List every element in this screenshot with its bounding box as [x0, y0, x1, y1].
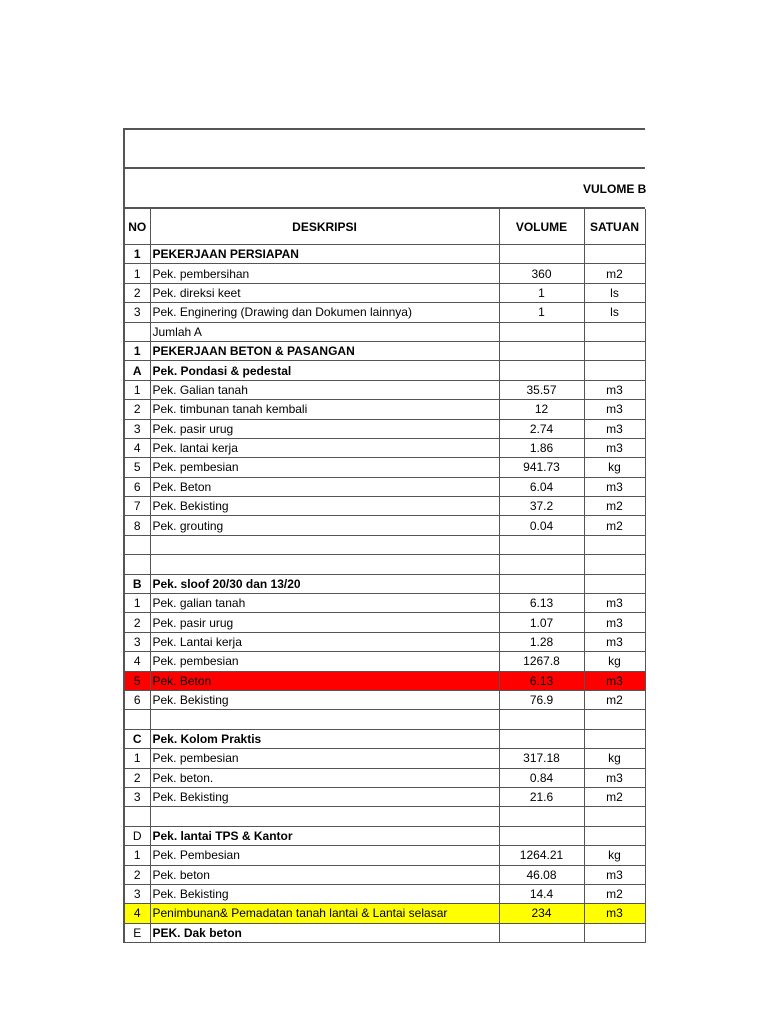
table-row [125, 555, 645, 574]
title-row [125, 169, 645, 209]
row-volume [499, 807, 584, 826]
table-row [125, 574, 645, 593]
row-no: 3 [125, 787, 150, 806]
row-satuan [584, 710, 645, 729]
table-row [125, 923, 645, 942]
table-row [125, 458, 645, 477]
row-no [125, 807, 150, 826]
row-volume [499, 322, 584, 341]
row-satuan: m3 [584, 768, 645, 787]
row-volume: 1.86 [499, 438, 584, 457]
table-row [125, 419, 645, 438]
banner-row [125, 130, 645, 169]
row-description: Pek. Enginering (Drawing dan Dokumen lainnya) [150, 303, 499, 322]
row-description: PEKERJAAN PERSIAPAN [150, 245, 499, 264]
row-description: Pek. timbunan tanah kembali [150, 400, 499, 419]
row-no: D [125, 826, 150, 845]
table-row [125, 264, 645, 283]
table-row [125, 884, 645, 903]
row-satuan: m2 [584, 516, 645, 535]
row-description: Pek. direksi keet [150, 283, 499, 302]
row-description: Pek. Lantai kerja [150, 632, 499, 651]
row-volume [499, 574, 584, 593]
row-description: Pek. pasir urug [150, 419, 499, 438]
row-no [125, 710, 150, 729]
row-satuan: m3 [584, 438, 645, 457]
row-satuan [584, 923, 645, 942]
row-volume: 1 [499, 283, 584, 302]
row-volume: 6.13 [499, 671, 584, 690]
row-no: 5 [125, 458, 150, 477]
table-row [125, 613, 645, 632]
row-volume: 37.2 [499, 497, 584, 516]
row-no: B [125, 574, 150, 593]
row-volume: 1.07 [499, 613, 584, 632]
row-satuan [584, 826, 645, 845]
row-satuan: m2 [584, 690, 645, 709]
volume-table [125, 209, 646, 943]
table-row [125, 497, 645, 516]
row-volume: 1.28 [499, 632, 584, 651]
row-no: 5 [125, 671, 150, 690]
row-satuan: m3 [584, 419, 645, 438]
row-satuan: kg [584, 749, 645, 768]
row-satuan: ls [584, 283, 645, 302]
table-row [125, 594, 645, 613]
row-satuan: m3 [584, 400, 645, 419]
header-no: NO [125, 209, 150, 245]
row-no: 3 [125, 632, 150, 651]
header-volume: VOLUME [499, 209, 584, 245]
row-volume: 1264.21 [499, 846, 584, 865]
row-no: 2 [125, 283, 150, 302]
row-description: Pek. Bekisting [150, 690, 499, 709]
row-volume: 0.84 [499, 768, 584, 787]
row-no: 1 [125, 594, 150, 613]
row-volume: 14.4 [499, 884, 584, 903]
table-row [125, 787, 645, 806]
header-row [125, 209, 645, 245]
row-no [125, 555, 150, 574]
table-row [125, 438, 645, 457]
row-satuan: m3 [584, 477, 645, 496]
row-no: 7 [125, 497, 150, 516]
row-satuan [584, 807, 645, 826]
row-volume: 360 [499, 264, 584, 283]
row-volume: 76.9 [499, 690, 584, 709]
table-row [125, 826, 645, 845]
row-no: 4 [125, 652, 150, 671]
row-description: Pek. Bekisting [150, 497, 499, 516]
row-no: C [125, 729, 150, 748]
table-row [125, 749, 645, 768]
row-description: Penimbunan& Pemadatan tanah lantai & Lantai selasar [150, 904, 499, 923]
row-satuan [584, 245, 645, 264]
table-row [125, 283, 645, 302]
row-description: Pek. Galian tanah [150, 380, 499, 399]
row-volume [499, 710, 584, 729]
row-no [125, 322, 150, 341]
spreadsheet [123, 128, 645, 943]
row-description: Pek. Beton [150, 671, 499, 690]
row-no: 1 [125, 264, 150, 283]
row-satuan [584, 535, 645, 554]
table-row [125, 245, 645, 264]
row-description: Pek. Pembesian [150, 846, 499, 865]
row-no: E [125, 923, 150, 942]
table-row [125, 652, 645, 671]
row-volume: 6.13 [499, 594, 584, 613]
row-description [150, 535, 499, 554]
row-volume: 35.57 [499, 380, 584, 399]
row-volume: 6.04 [499, 477, 584, 496]
row-satuan [584, 574, 645, 593]
row-description: PEK. Dak beton [150, 923, 499, 942]
row-no: 3 [125, 419, 150, 438]
table-row [125, 671, 645, 690]
row-no: 6 [125, 477, 150, 496]
row-description: Pek. galian tanah [150, 594, 499, 613]
table-row [125, 710, 645, 729]
table-row [125, 361, 645, 380]
row-no: 6 [125, 690, 150, 709]
row-volume [499, 729, 584, 748]
row-no: 4 [125, 438, 150, 457]
table-row [125, 516, 645, 535]
row-description: PEKERJAAN BETON & PASANGAN [150, 341, 499, 360]
row-no: 3 [125, 884, 150, 903]
row-no: 1 [125, 245, 150, 264]
header-desc: DESKRIPSI [150, 209, 499, 245]
row-no: 2 [125, 613, 150, 632]
row-description: Pek. sloof 20/30 dan 13/20 [150, 574, 499, 593]
row-volume [499, 826, 584, 845]
row-description: Pek. Bekisting [150, 884, 499, 903]
row-volume: 317.18 [499, 749, 584, 768]
table-row [125, 729, 645, 748]
row-no: 1 [125, 846, 150, 865]
row-description [150, 807, 499, 826]
row-no: 1 [125, 749, 150, 768]
row-description [150, 555, 499, 574]
row-no: A [125, 361, 150, 380]
row-satuan [584, 729, 645, 748]
row-satuan: m3 [584, 613, 645, 632]
row-no: 2 [125, 400, 150, 419]
row-satuan: m3 [584, 380, 645, 399]
table-row [125, 477, 645, 496]
row-description: Jumlah A [150, 322, 499, 341]
row-no [125, 535, 150, 554]
table-row [125, 341, 645, 360]
row-volume: 0.04 [499, 516, 584, 535]
row-description: Pek. beton. [150, 768, 499, 787]
table-row [125, 303, 645, 322]
table-row [125, 846, 645, 865]
row-description: Pek. lantai kerja [150, 438, 499, 457]
row-volume [499, 245, 584, 264]
table-row [125, 807, 645, 826]
sheet-title: VULOME B [583, 182, 647, 196]
row-description: Pek. lantai TPS & Kantor [150, 826, 499, 845]
row-description: Pek. pasir urug [150, 613, 499, 632]
row-satuan: m2 [584, 884, 645, 903]
row-satuan [584, 555, 645, 574]
row-satuan: m3 [584, 904, 645, 923]
row-satuan: kg [584, 652, 645, 671]
row-description: Pek. pembesian [150, 458, 499, 477]
row-description: Pek. grouting [150, 516, 499, 535]
table-row [125, 768, 645, 787]
row-satuan: m2 [584, 264, 645, 283]
row-volume [499, 535, 584, 554]
table-row [125, 632, 645, 651]
row-description: Pek. Pondasi & pedestal [150, 361, 499, 380]
row-volume: 941.73 [499, 458, 584, 477]
row-no: 1 [125, 380, 150, 399]
row-satuan [584, 341, 645, 360]
row-satuan: kg [584, 846, 645, 865]
table-row [125, 400, 645, 419]
row-description: Pek. Beton [150, 477, 499, 496]
table-row [125, 904, 645, 923]
table-body [125, 245, 645, 943]
table-row [125, 380, 645, 399]
row-satuan: m2 [584, 787, 645, 806]
row-description: Pek. beton [150, 865, 499, 884]
row-description: Pek. pembesian [150, 652, 499, 671]
row-no: 2 [125, 768, 150, 787]
row-satuan: m3 [584, 865, 645, 884]
row-volume: 1 [499, 303, 584, 322]
row-satuan: m3 [584, 632, 645, 651]
row-satuan: m3 [584, 594, 645, 613]
row-no: 3 [125, 303, 150, 322]
table-row [125, 865, 645, 884]
row-no: 8 [125, 516, 150, 535]
row-satuan: kg [584, 458, 645, 477]
table-row [125, 690, 645, 709]
row-satuan: m2 [584, 497, 645, 516]
row-volume: 21.6 [499, 787, 584, 806]
header-satuan: SATUAN [584, 209, 645, 245]
row-volume [499, 341, 584, 360]
row-no: 4 [125, 904, 150, 923]
row-satuan [584, 361, 645, 380]
table-row [125, 535, 645, 554]
row-satuan: ls [584, 303, 645, 322]
row-satuan [584, 322, 645, 341]
row-satuan: m3 [584, 671, 645, 690]
row-description [150, 710, 499, 729]
row-description: Pek. Bekisting [150, 787, 499, 806]
row-volume: 234 [499, 904, 584, 923]
row-no: 1 [125, 341, 150, 360]
row-volume: 2.74 [499, 419, 584, 438]
table-row [125, 322, 645, 341]
row-volume [499, 555, 584, 574]
row-description: Pek. pembesian [150, 749, 499, 768]
row-volume: 1267.8 [499, 652, 584, 671]
row-volume [499, 923, 584, 942]
row-volume: 12 [499, 400, 584, 419]
row-volume [499, 361, 584, 380]
row-no: 2 [125, 865, 150, 884]
row-description: Pek. pembersihan [150, 264, 499, 283]
row-volume: 46.08 [499, 865, 584, 884]
row-description: Pek. Kolom Praktis [150, 729, 499, 748]
